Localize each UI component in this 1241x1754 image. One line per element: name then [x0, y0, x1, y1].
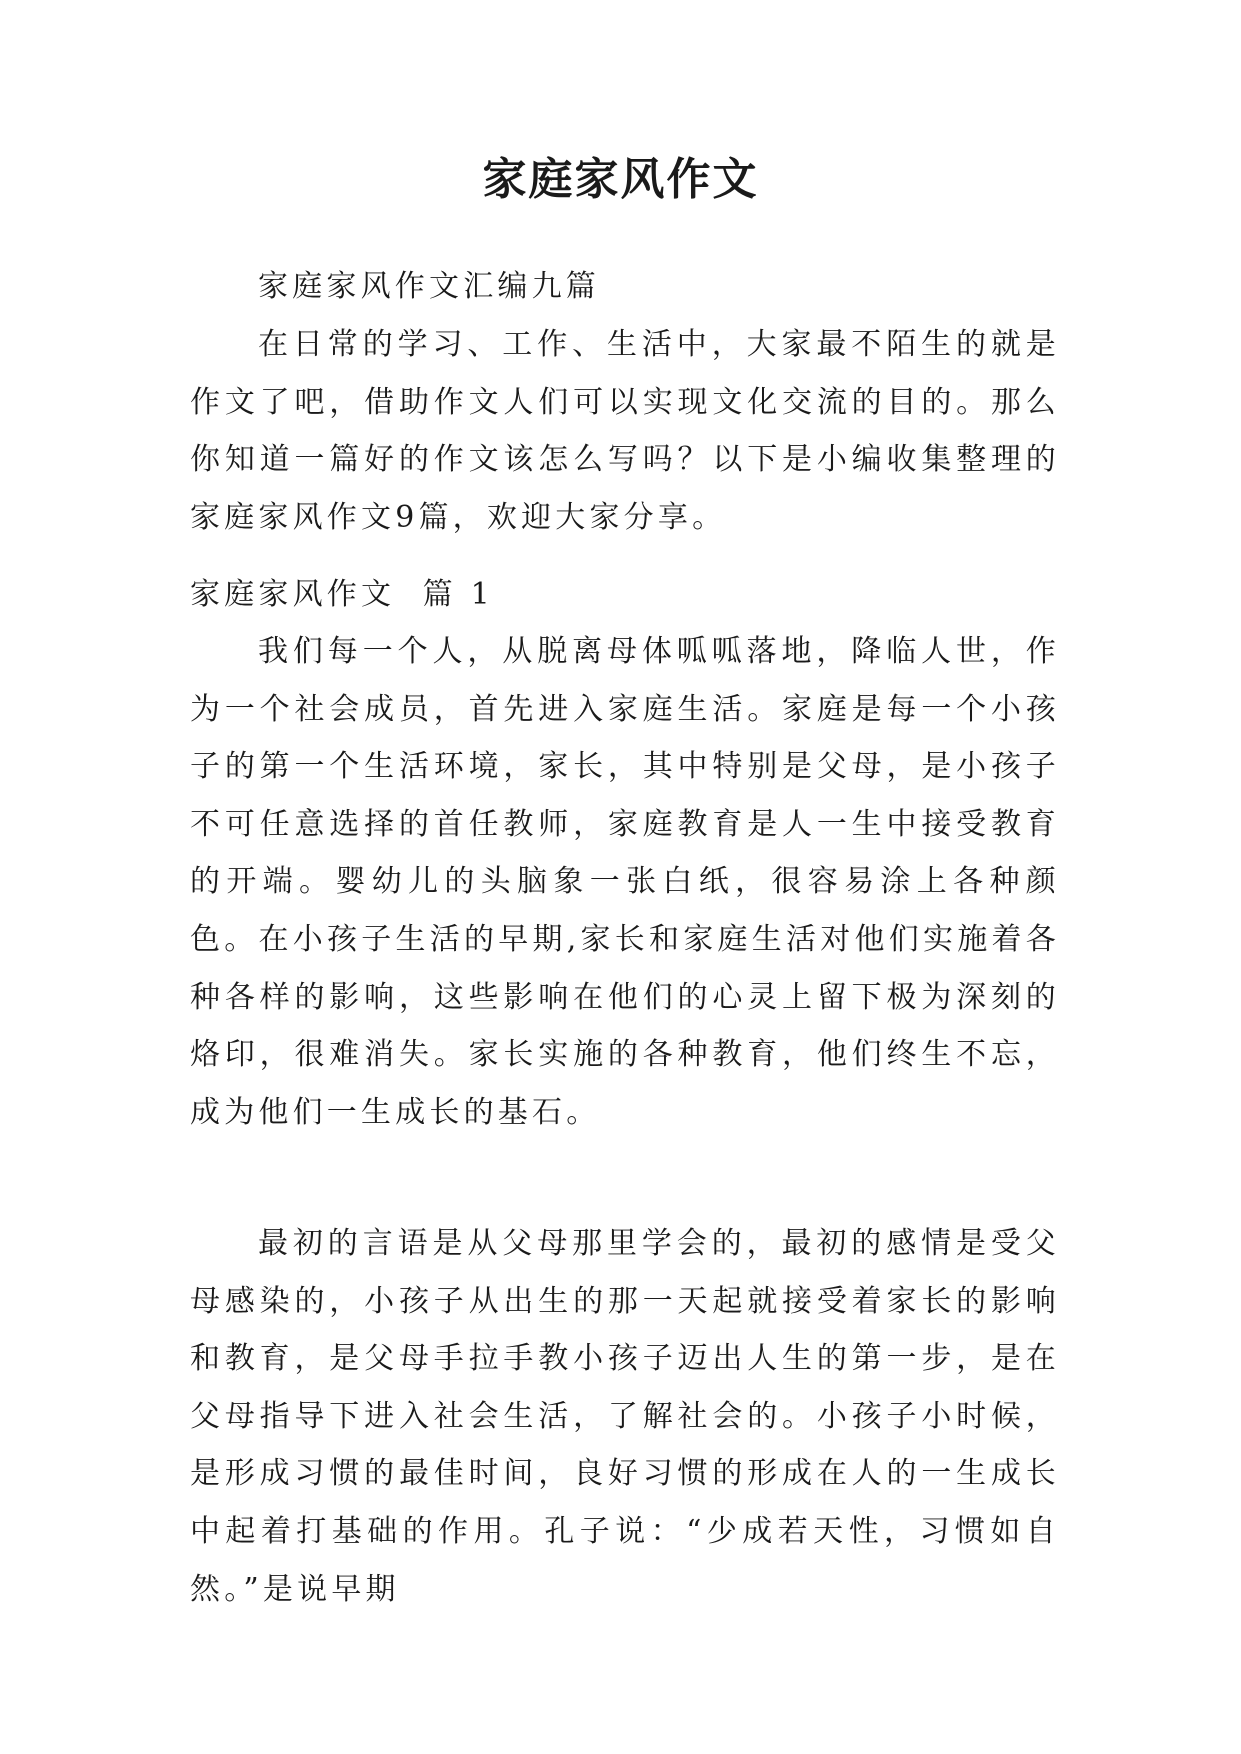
document-title: 家庭家风作文 [482, 154, 759, 205]
section-heading: 家庭家风作文 篇 1 [190, 577, 494, 612]
intro-paragraph: 在日常的学习、工作、生活中，大家最不陌生的就是作文了吧，借助作文人们可以实现文化交流的目的。那么你知道一篇好的作文该怎么写吗？以下是小编收集整理的家庭家风作文9篇，欢迎大家分享。 [190, 327, 1060, 535]
section-paragraph-2: 最初的言语是从父母那里学会的，最初的感情是受父母感染的，小孩子从出生的那一天起就接受着家长的影响和教育，是父母手拉手教小孩子迈出人生的第一步，是在父母指导下进入社会生活，了解社会的。小孩子小时候，是形成习惯的最佳时间，良好习惯的形成在人的一生成长中起着打基础的作用。孔子说：“少成若天性，习惯如自然。”是说早期 [190, 1226, 1060, 1607]
section-paragraph-1: 我们每一个人，从脱离母体呱呱落地，降临人世，作为一个社会成员，首先进入家庭生活。家庭是每一个小孩子的第一个生活环境，家长，其中特别是父母，是小孩子不可任意选择的首任教师，家庭教育是人一生中接受教育的开端。婴幼儿的头脑象一张白纸，很容易涂上各种颜色。在小孩子生活的早期,家长和家庭生活对他们实施着各种各样的影响，这些影响在他们的心灵上留下极为深刻的烙印，很难消失。家长实施的各种教育，他们终生不忘，成为他们一生成长的基石。 [190, 634, 1060, 1130]
document-subtitle: 家庭家风作文汇编九篇 [258, 269, 600, 304]
